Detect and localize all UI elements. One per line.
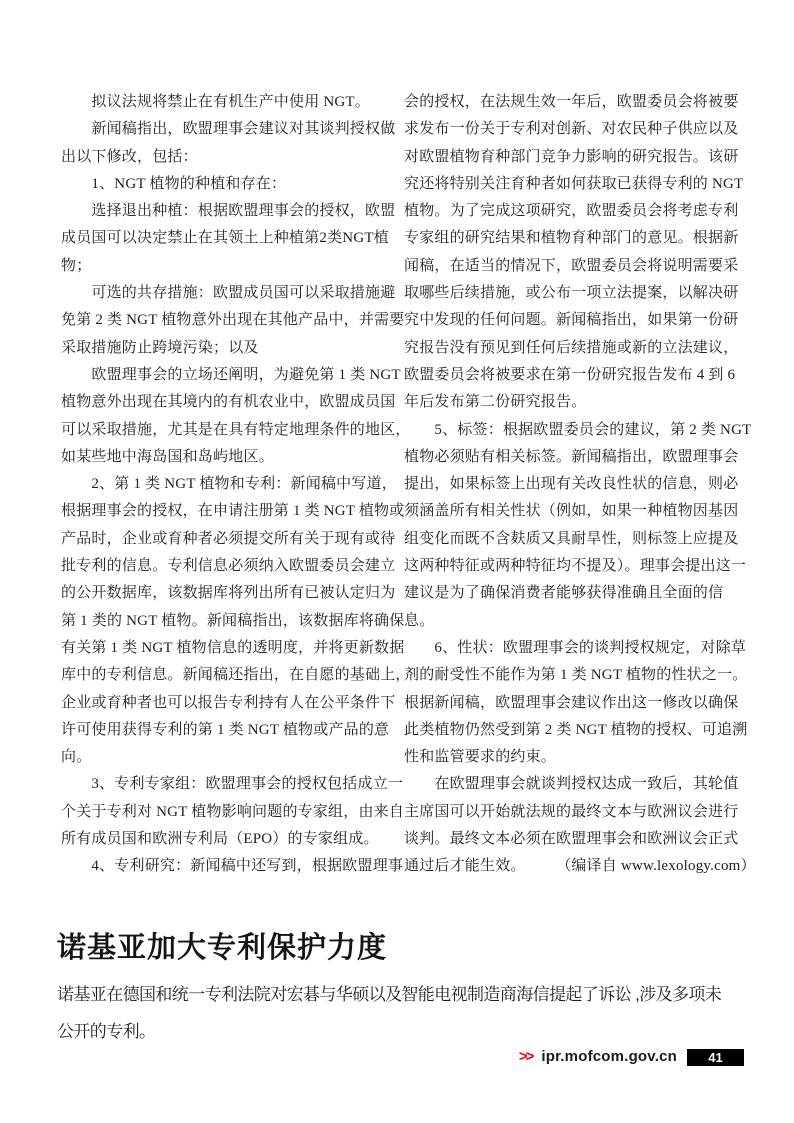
text-line: 究还将特别关注育种者如何获取已获得专利的 NGT bbox=[404, 175, 744, 192]
text-line: 主席国可以开始就法规的最终文本与欧洲议会进行 bbox=[404, 803, 739, 820]
text-line: 2、第 1 类 NGT 植物和专利：新闻稿中写道， bbox=[61, 476, 397, 493]
text-line: 息。 bbox=[404, 612, 435, 629]
footer-site-url: ipr.mofcom.gov.cn bbox=[541, 1048, 677, 1065]
text-line: 向。 bbox=[61, 749, 92, 766]
text-line: 欧盟委员会将被要求在第一份研究报告发布 4 到 6 bbox=[404, 366, 736, 383]
text-line: 提出，如果标签上出现有关改良性状的信息，则必 bbox=[404, 476, 739, 493]
text-line: 会的授权，在法规生效一年后，欧盟委员会将被要 bbox=[404, 94, 739, 110]
text-line: 的公开数据库，该数据库将列出所有已被认定归为 bbox=[61, 585, 396, 602]
text-line: 此类植物仍然受到第 2 类 NGT 植物的授权、可追溯 bbox=[404, 721, 748, 738]
text-line: 物； bbox=[61, 257, 92, 274]
text-line: 谈判。最终文本必须在欧盟理事会和欧洲议会正式 bbox=[404, 831, 739, 848]
text-line: 3、专利专家组：欧盟理事会的授权包括成立一 bbox=[61, 776, 404, 793]
text-line: 有关第 1 类 NGT 植物信息的透明度，并将更新数据 bbox=[61, 639, 405, 656]
text-line: 对欧盟植物育种部门竞争力影响的研究报告。该研 bbox=[404, 148, 739, 165]
chevron-right-icon: >> bbox=[518, 1048, 533, 1065]
article-body-left-column bbox=[61, 89, 411, 881]
text-line: 诺基亚在德国和统一专利法院对宏碁与华硕以及智能电视制造商海信提起了诉讼 ,涉及多项未 bbox=[57, 985, 722, 1004]
text-line: 植物。为了完成这项研究，欧盟委员会将考虑专利 bbox=[404, 203, 739, 220]
text-line: 专家组的研究结果和植物育种部门的意见。根据新 bbox=[404, 230, 739, 247]
text-line: 根据理事会的授权，在申请注册第 1 类 NGT 植物或 bbox=[61, 503, 405, 520]
text-line: 可以采取措施，尤其是在具有特定地理条件的地区， bbox=[61, 421, 411, 438]
text-line: 4、专利研究：新闻稿中还写到，根据欧盟理事 bbox=[61, 858, 404, 875]
text-line: 剂的耐受性不能作为第 1 类 NGT 植物的性状之一。 bbox=[404, 667, 748, 684]
text-line: 新闻稿指出，欧盟理事会建议对其谈判授权做 bbox=[61, 121, 396, 138]
text-line: 许可使用获得专利的第 1 类 NGT 植物或产品的意 bbox=[61, 721, 390, 738]
text-line: 性和监管要求的约束。 bbox=[404, 749, 557, 766]
text-line: 6、性状：欧盟理事会的谈判授权规定，对除草 bbox=[404, 639, 747, 656]
text-line: 欧盟理事会的立场还阐明，为避免第 1 类 NGT bbox=[61, 366, 401, 383]
article-title: 诺基亚加大专利保护力度 bbox=[57, 932, 388, 964]
text-line: 建议是为了确保消费者能够获得准确且全面的信 bbox=[404, 585, 724, 602]
text-line: 所有成员国和欧洲专利局（EPO）的专家组成。 bbox=[61, 831, 379, 848]
text-line: 植物意外出现在其境内的有机农业中，欧盟成员国 bbox=[61, 394, 396, 411]
text-line: 拟议法规将禁止在有机生产中使用 NGT。 bbox=[61, 94, 370, 110]
text-line: 出以下修改，包括： bbox=[61, 148, 198, 165]
article-subtitle bbox=[57, 976, 757, 1050]
text-line: 产品时，企业或育种者必须提交所有关于现有或待 bbox=[61, 530, 396, 547]
text-line: 通过后才能生效。 （编译自 www.lexology.com） bbox=[404, 858, 756, 875]
text-line: 求发布一份关于专利对创新、对农民种子供应以及 bbox=[404, 121, 739, 138]
text-line: 5、标签：根据欧盟委员会的建议，第 2 类 NGT bbox=[404, 421, 752, 438]
text-line: 根据新闻稿，欧盟理事会建议作出这一修改以确保 bbox=[404, 694, 739, 711]
text-line: 库中的专利信息。新闻稿还指出，在自愿的基础上， bbox=[61, 667, 411, 684]
text-line: 组变化而既不含麸质又具耐旱性，则标签上应提及 bbox=[404, 530, 739, 547]
text-line: 植物必须贴有相关标签。新闻稿指出，欧盟理事会 bbox=[404, 448, 739, 465]
text-line: 闻稿，在适当的情况下，欧盟委员会将说明需要采 bbox=[404, 257, 739, 274]
text-line: 选择退出种植：根据欧盟理事会的授权，欧盟 bbox=[61, 203, 396, 220]
text-line: 企业或育种者也可以报告专利持有人在公平条件下 bbox=[61, 694, 396, 711]
text-line: 可选的共存措施：欧盟成员国可以采取措施避 bbox=[61, 285, 396, 302]
text-line: 取哪些后续措施，或公布一项立法提案，以解决研 bbox=[404, 285, 739, 302]
text-line: 免第 2 类 NGT 植物意外出现在其他产品中，并需要 bbox=[61, 312, 405, 329]
article-body-right-column bbox=[404, 89, 756, 881]
text-line: 究中发现的任何问题。新闻稿指出，如果第一份研 bbox=[404, 312, 739, 329]
page-number-badge: 41 bbox=[687, 1049, 744, 1066]
text-line: 年后发布第二份研究报告。 bbox=[404, 394, 587, 411]
text-line: 第 1 类的 NGT 植物。新闻稿指出，该数据库将确保 bbox=[61, 612, 405, 629]
text-line: 在欧盟理事会就谈判授权达成一致后，其轮值 bbox=[404, 776, 739, 793]
text-line: 这两种特征或两种特征均不提及）。理事会提出这一 bbox=[404, 558, 747, 575]
text-line: 究报告没有预见到任何后续措施或新的立法建议， bbox=[404, 339, 739, 356]
text-line: 个关于专利对 NGT 植物影响问题的专家组，由来自 bbox=[61, 803, 405, 820]
text-line: 须涵盖所有相关性状（例如，如果一种植物因基因 bbox=[404, 503, 739, 520]
text-line: 如某些地中海岛国和岛屿地区。 bbox=[61, 448, 274, 465]
text-line: 批专利的信息。专利信息必须纳入欧盟委员会建立 bbox=[61, 558, 396, 575]
text-line: 公开的专利。 bbox=[57, 1022, 156, 1041]
text-line: 成员国可以决定禁止在其领土上种植第2类NGT植 bbox=[61, 230, 389, 247]
text-line: 1、NGT 植物的种植和存在： bbox=[61, 175, 287, 192]
text-line: 采取措施防止跨境污染；以及 bbox=[61, 339, 259, 356]
footer bbox=[519, 1048, 677, 1066]
